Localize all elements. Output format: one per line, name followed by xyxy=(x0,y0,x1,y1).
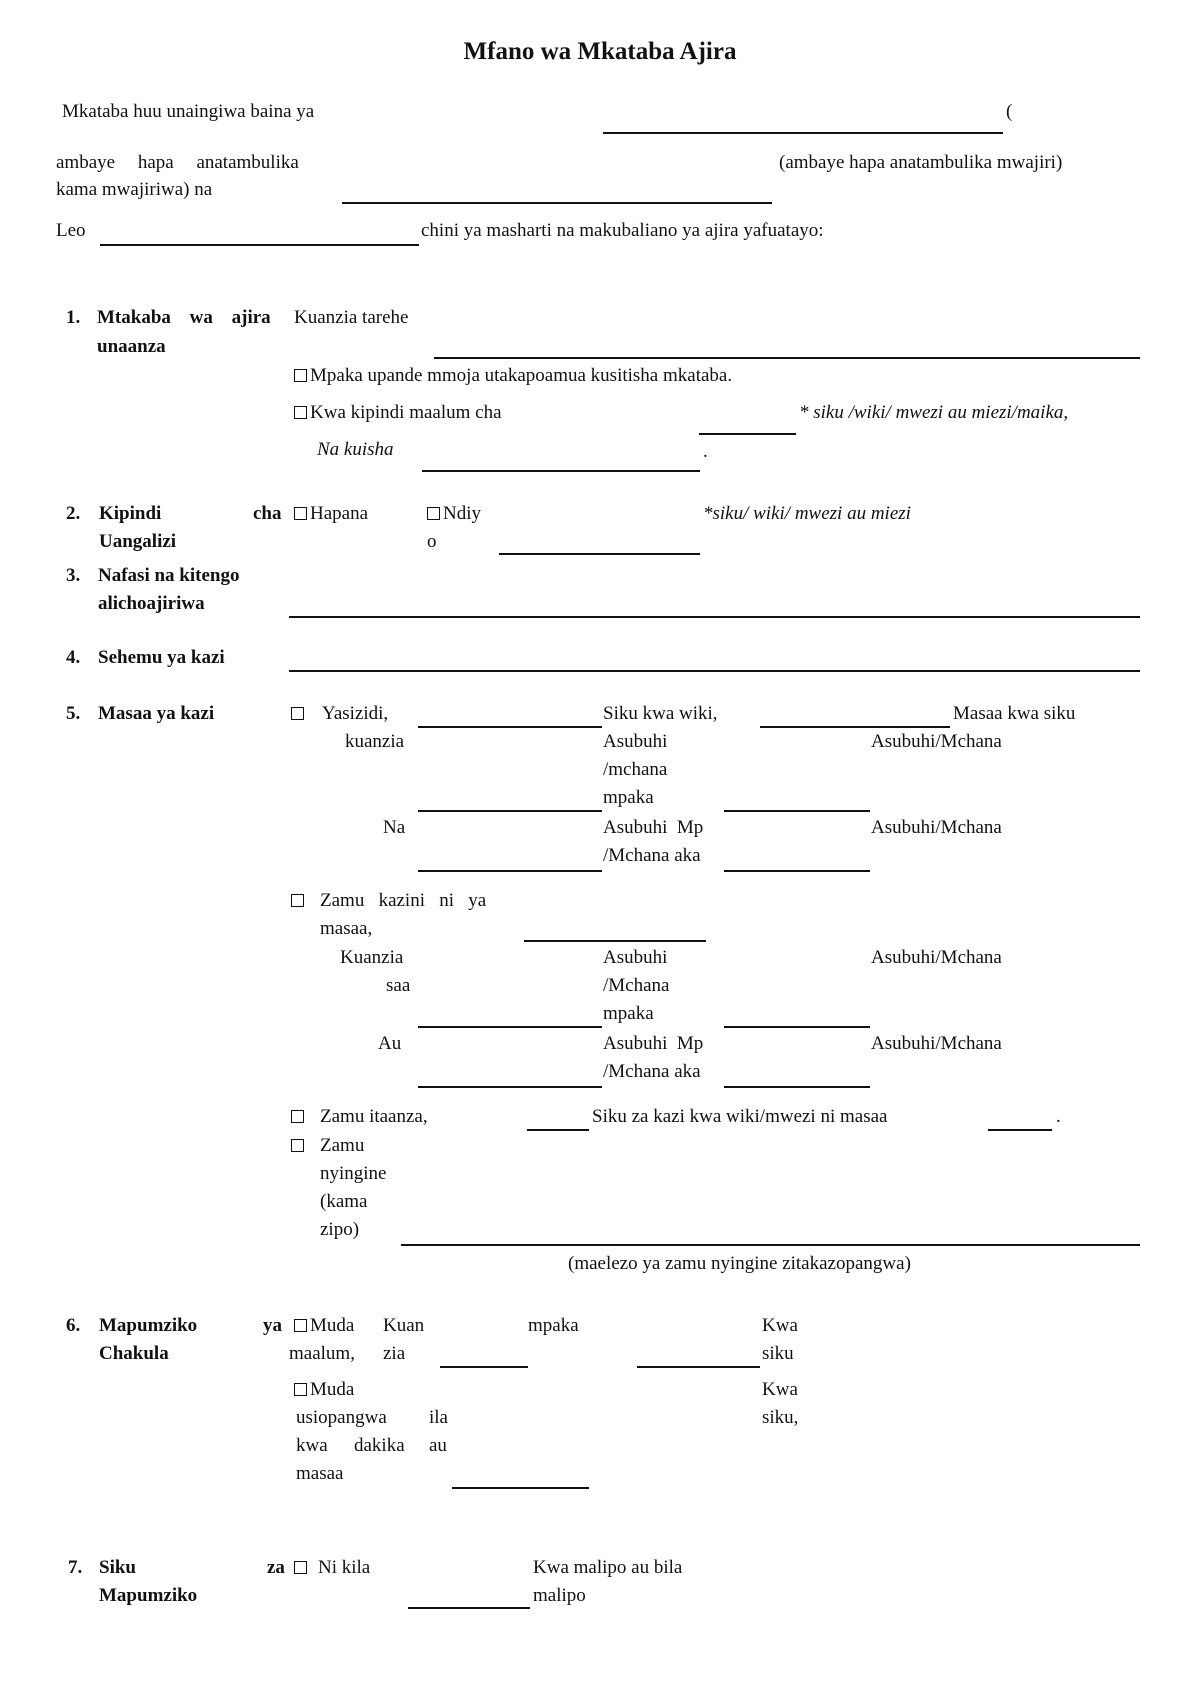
usiopangwa-label: usiopangwa xyxy=(296,1407,387,1428)
au-label-6: au xyxy=(429,1435,447,1456)
meal-start-blank[interactable] xyxy=(440,1366,528,1368)
work-hours-blank[interactable] xyxy=(988,1129,1052,1131)
position-blank[interactable] xyxy=(289,616,1140,618)
siku-label: siku xyxy=(762,1343,794,1364)
option-ndiyo-label: Ndiy xyxy=(443,503,481,524)
end-time-blank-3[interactable] xyxy=(724,1026,870,1028)
section-1-label: Mtakaba wa ajira xyxy=(97,307,271,328)
section-1-dot: . xyxy=(703,441,708,462)
option-muda-maalum[interactable] xyxy=(294,1312,354,1340)
option-hapana-label: Hapana xyxy=(310,503,369,524)
kuanzia-label: kuanzia xyxy=(345,731,405,752)
checkbox-icon[interactable] xyxy=(294,507,307,520)
start-time-blank-3[interactable] xyxy=(418,1026,602,1028)
siku-label-2: siku, xyxy=(762,1407,799,1428)
section-7-label-b: Mapumziko xyxy=(99,1585,198,1606)
option-until-termination-label: Mpaka upande mmoja utakapoamua kusitisha mkataba. xyxy=(310,365,733,386)
masaa-kwa-siku: Masaa kwa siku xyxy=(953,703,1076,724)
option-ni-kila[interactable] xyxy=(294,1554,310,1582)
asubuhi-mp-1: Asubuhi Mp xyxy=(603,817,704,838)
asubuhi-2: Asubuhi xyxy=(603,947,668,968)
section-4-number: 4. xyxy=(66,647,81,668)
mchana-1: /mchana xyxy=(603,759,668,780)
zamu-itaanza-label: Zamu itaanza, xyxy=(320,1106,428,1127)
intro-line-3: kama mwajiriwa) na xyxy=(56,179,213,200)
checkbox-icon[interactable] xyxy=(294,1383,307,1396)
ni-kila-label: Ni kila xyxy=(318,1557,371,1578)
meal-end-blank[interactable] xyxy=(637,1366,760,1368)
option-fixed-period[interactable] xyxy=(294,399,502,427)
end-time-blank-4[interactable] xyxy=(724,1086,870,1088)
period-blank[interactable] xyxy=(699,433,796,435)
kuan-label: Kuan xyxy=(383,1315,425,1336)
yasizidi-label: Yasizidi, xyxy=(322,703,389,724)
leo-tail: chini ya masharti na makubaliano ya ajira yafuatayo: xyxy=(421,220,824,241)
probation-period-blank[interactable] xyxy=(499,553,700,555)
start-time-blank-1[interactable] xyxy=(418,810,602,812)
option-hapana[interactable] xyxy=(294,500,368,528)
kwa-label-2: Kwa xyxy=(762,1379,798,1400)
zamu-nyingine-1: Zamu xyxy=(320,1135,365,1156)
zamu-nyingine-2: nyingine xyxy=(320,1163,387,1184)
section-5-label: Masaa ya kazi xyxy=(98,703,215,724)
section-7-label-za: za xyxy=(267,1557,285,1578)
siku-za-kazi-label: Siku za kazi kwa wiki/mwezi ni masaa xyxy=(592,1106,888,1127)
asubuhi-mchana-2: Asubuhi/Mchana xyxy=(871,817,1002,838)
kwa-label: Kwa xyxy=(762,1315,798,1336)
section-2-label-cha: cha xyxy=(253,503,282,524)
checkbox-icon[interactable] xyxy=(291,1110,304,1123)
days-per-week-blank[interactable] xyxy=(418,726,602,728)
end-date-blank[interactable] xyxy=(422,470,700,472)
section-6-number: 6. xyxy=(66,1315,81,1336)
section-4-label: Sehemu ya kazi xyxy=(98,647,225,668)
checkbox-icon[interactable] xyxy=(294,1561,307,1574)
na-label: Na xyxy=(383,817,406,838)
option-zamu[interactable] xyxy=(291,887,307,915)
kuanzia-cap: Kuanzia xyxy=(340,947,404,968)
zia-label: zia xyxy=(383,1343,406,1364)
period-units: * siku /wiki/ mwezi au miezi/maika, xyxy=(799,402,1069,423)
maalum-label: maalum, xyxy=(289,1343,355,1364)
au-label: Au xyxy=(378,1033,402,1054)
checkbox-icon[interactable] xyxy=(291,1139,304,1152)
probation-units: *siku/ wiki/ mwezi au miezi xyxy=(703,503,911,524)
section-2-label-b: Uangalizi xyxy=(99,531,177,552)
option-zamu-itaanza[interactable] xyxy=(291,1103,307,1131)
mpaka-1: mpaka xyxy=(603,787,654,808)
end-time-blank-2[interactable] xyxy=(724,870,870,872)
leo-label: Leo xyxy=(56,220,86,241)
option-ndiyo[interactable] xyxy=(427,500,481,528)
saa-label: saa xyxy=(386,975,411,996)
intro-line-2a: ambaye hapa anatambulika xyxy=(56,152,299,173)
section-6-label-b: Chakula xyxy=(99,1343,169,1364)
malipo-label: Kwa malipo au bila xyxy=(533,1557,683,1578)
masaa-label: masaa xyxy=(296,1463,344,1484)
checkbox-icon[interactable] xyxy=(294,1319,307,1332)
kwa-dakika-label: kwa xyxy=(296,1435,328,1456)
checkbox-icon[interactable] xyxy=(294,406,307,419)
zamu-nyingine-4: zipo) xyxy=(320,1219,360,1240)
checkbox-icon[interactable] xyxy=(291,894,304,907)
asubuhi-1: Asubuhi xyxy=(603,731,668,752)
option-yasizidi[interactable] xyxy=(291,700,307,728)
mchana-aka-1: /Mchana aka xyxy=(603,845,701,866)
shift-start-blank[interactable] xyxy=(527,1129,589,1131)
asubuhi-mchana-1: Asubuhi/Mchana xyxy=(871,731,1002,752)
malipo-label-b: malipo xyxy=(533,1585,586,1606)
section-5-number: 5. xyxy=(66,703,81,724)
option-ndiyo-wrap: o xyxy=(427,531,437,552)
mchana-2: /Mchana xyxy=(603,975,670,996)
other-shifts-blank[interactable] xyxy=(401,1244,1140,1246)
paren-open: ( xyxy=(1006,101,1013,122)
dakika-label: dakika xyxy=(354,1435,405,1456)
option-zamu-nyingine[interactable] xyxy=(291,1132,307,1160)
zamu-nyingine-3: (kama xyxy=(320,1191,368,1212)
mpaka-label-6: mpaka xyxy=(528,1315,579,1336)
asubuhi-mchana-3: Asubuhi/Mchana xyxy=(871,947,1002,968)
zamu-label: Zamu kazini ni ya xyxy=(320,890,487,911)
asubuhi-mchana-4: Asubuhi/Mchana xyxy=(871,1033,1002,1054)
intro-line-1: Mkataba huu unaingiwa baina ya xyxy=(62,101,315,122)
mchana-aka-2: /Mchana aka xyxy=(603,1061,701,1082)
muda-label-2: Muda xyxy=(310,1379,355,1400)
workplace-blank[interactable] xyxy=(289,670,1140,672)
break-duration-blank[interactable] xyxy=(452,1487,589,1489)
mpaka-2: mpaka xyxy=(603,1003,654,1024)
section-3-number: 3. xyxy=(66,565,81,586)
section-5-dot: . xyxy=(1056,1106,1061,1127)
checkbox-icon[interactable] xyxy=(291,707,304,720)
option-fixed-period-label: Kwa kipindi maalum cha xyxy=(310,402,502,423)
start-time-blank-4[interactable] xyxy=(418,1086,602,1088)
page-title: Mfano wa Mkataba Ajira xyxy=(463,38,737,65)
siku-kwa-wiki: Siku kwa wiki, xyxy=(603,703,718,724)
intro-line-2b: (ambaye hapa anatambulika mwajiri) xyxy=(779,152,1063,173)
section-1-label-b: unaanza xyxy=(97,336,166,357)
section-3-label-b: alichoajiriwa xyxy=(98,593,205,614)
section-1-number: 1. xyxy=(66,307,81,328)
option-muda-usiopangwa[interactable] xyxy=(294,1376,354,1404)
end-time-blank-1[interactable] xyxy=(724,810,870,812)
section-3-label: Nafasi na kitengo xyxy=(98,565,240,586)
checkbox-icon[interactable] xyxy=(427,507,440,520)
section-2-number: 2. xyxy=(66,503,81,524)
option-until-termination[interactable] xyxy=(294,362,732,390)
na-kuisha-label: Na kuisha xyxy=(317,439,394,460)
date-blank[interactable] xyxy=(100,244,419,246)
start-time-blank-2[interactable] xyxy=(418,870,602,872)
section-2-label: Kipindi xyxy=(99,503,162,524)
ila-label: ila xyxy=(429,1407,448,1428)
section-6-label-ya: ya xyxy=(263,1315,282,1336)
asubuhi-mp-2: Asubuhi Mp xyxy=(603,1033,704,1054)
section-7-label: Siku xyxy=(99,1557,136,1578)
zamu-label-b: masaa, xyxy=(320,918,373,939)
kuanzia-tarehe: Kuanzia tarehe xyxy=(294,307,409,328)
checkbox-icon[interactable] xyxy=(294,369,307,382)
section-6-label: Mapumziko xyxy=(99,1315,198,1336)
rest-day-blank[interactable] xyxy=(408,1607,530,1609)
shift-hours-blank[interactable] xyxy=(524,940,706,942)
muda-label: Muda xyxy=(310,1315,355,1336)
section-7-number: 7. xyxy=(68,1557,83,1578)
maelezo-caption: (maelezo ya zamu nyingine zitakazopangwa) xyxy=(568,1253,911,1274)
employer-name-blank[interactable] xyxy=(603,132,1003,134)
employee-name-blank[interactable] xyxy=(342,202,772,204)
start-date-blank[interactable] xyxy=(434,357,1140,359)
